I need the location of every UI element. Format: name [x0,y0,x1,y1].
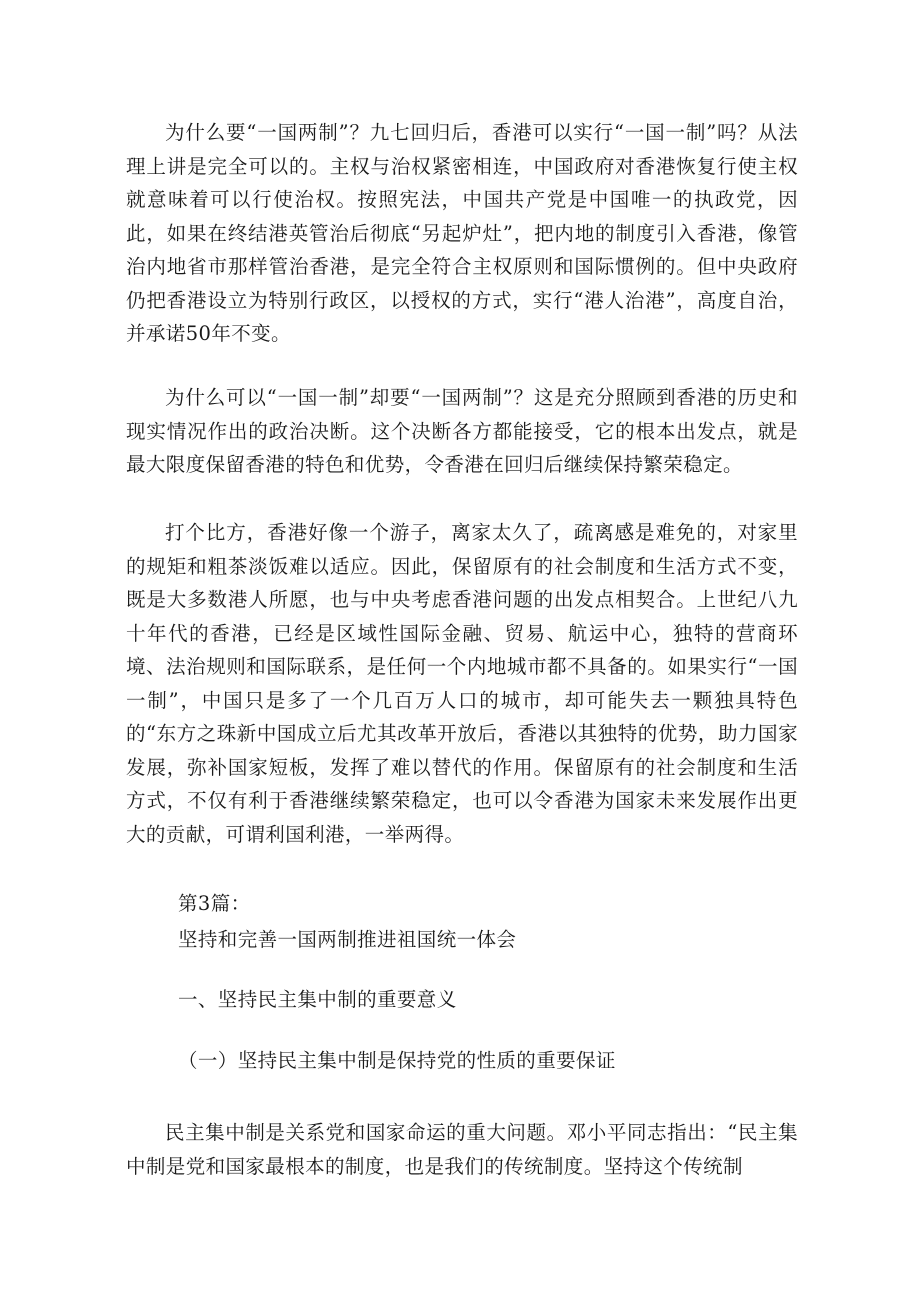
section-label: 第3篇： [178,892,251,915]
section-title: 坚持和完善一国两制推进祖国统一体会 [178,928,517,951]
heading-democratic-centralism: 一、坚持民主集中制的重要意义 [178,988,457,1011]
paragraph-deng-xiaoping-quote: 民主集中制是关系党和国家命运的重大问题。邓小平同志指出：“民主集中制是党和国家最根本的制度，也是我们的传统制度。坚持这个传统制 [126,1121,798,1178]
paragraph-why-one-country-two-systems: 为什么要“一国两制”？九七回归后，香港可以实行“一国一制”吗？从法理上讲是完全可以的。主权与治权紧密相连，中国政府对香港恢复行使主权就意味着可以行使治权。按照宪法，中国共产党是中国唯一的执政党，因此，如果在终结港英管治后彻底“另起炉灶”，把内地的制度引入香港，像管治内地省市那样管治香港，是完全符合主权原则和国际惯例的。但中央政府仍把香港设立为特别行政区，以授权的方式，实行“港人治港”，高度自治，并承诺50年不变。 [126,121,798,345]
paragraph-political-decision: 为什么可以“一国一制”却要“一国两制”？这是充分照顾到香港的历史和现实情况作出的政治决断。这个决断各方都能接受，它的根本出发点，就是最大限度保留香港的特色和优势，令香港在回归后继续保持繁荣稳定。 [126,386,798,476]
paragraph-wanderer-analogy: 打个比方，香港好像一个游子，离家太久了，疏离感是难免的，对家里的规矩和粗茶淡饭难以适应。因此，保留原有的社会制度和生活方式不变，既是大多数港人所愿，也与中央考虑香港问题的出发点相契合。上世纪八九十年代的香港，已经是区域性国际金融、贸易、航运中心，独特的营商环境、法治规则和国际联系，是任何一个内地城市都不具备的。如果实行“一国一制”，中国只是多了一个几百万人口的城市，却可能失去一颗独具特色的“东方之珠新中国成立后尤其改革开放后，香港以其独特的优势，助力国家发展，弥补国家短板，发挥了难以替代的作用。保留原有的社会制度和生活方式，不仅有利于香港继续繁荣稳定，也可以令香港为国家未来发展作出更大的贡献，可谓利国利港，一举两得。 [126,521,798,846]
subheading-party-nature: （一）坚持民主集中制是保持党的性质的重要保证 [178,1049,616,1072]
